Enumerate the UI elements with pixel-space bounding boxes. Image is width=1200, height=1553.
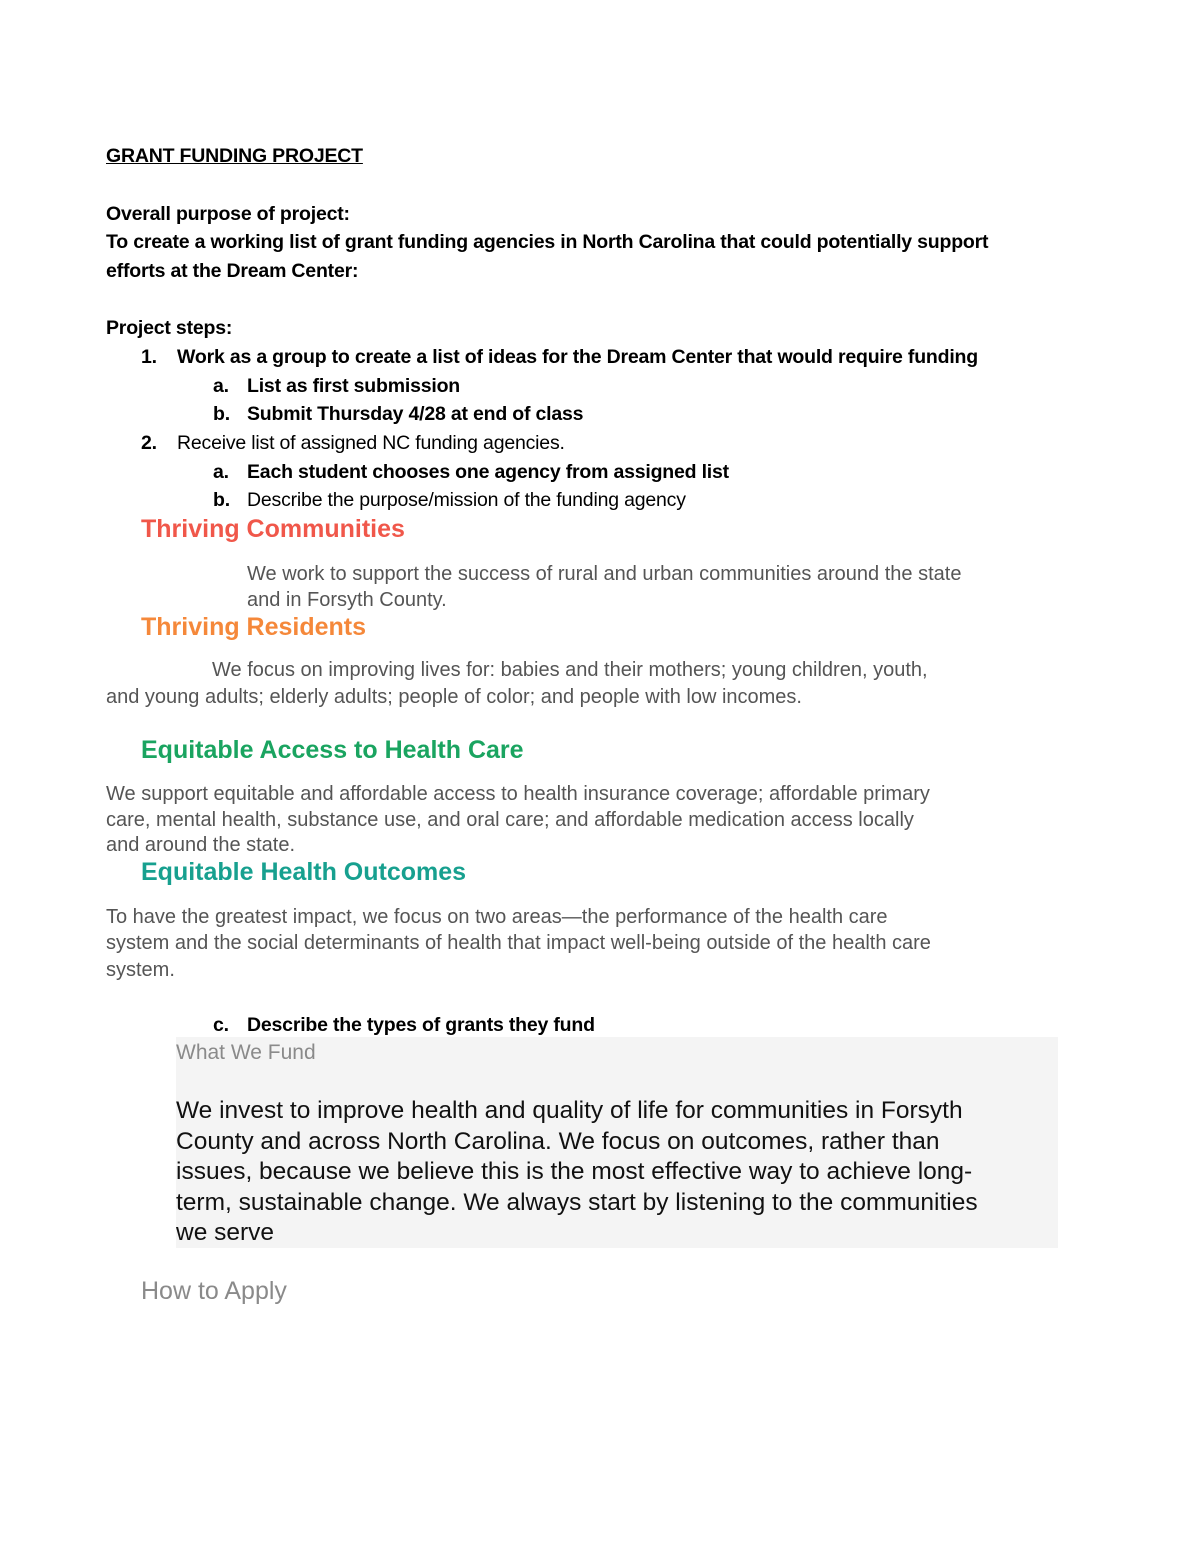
fund-text-line: issues, because we believe this is the most effective way to achieve long- [176, 1158, 973, 1185]
step-marker: 1. [141, 346, 157, 368]
substep-marker: a. [213, 461, 229, 483]
section-text-line: system. [106, 959, 175, 981]
substep-text: Each student chooses one agency from assigned list [247, 461, 729, 483]
substep-marker: b. [213, 403, 230, 425]
section-text-line: and young adults; elderly adults; people of color; and people with low incomes. [106, 686, 802, 708]
section-text-line: We work to support the success of rural and urban communities around the state [247, 563, 962, 585]
substep-text: Describe the types of grants they fund [247, 1014, 595, 1036]
section-heading-equitable-access: Equitable Access to Health Care [141, 736, 524, 764]
section-text-line: and in Forsyth County. [247, 589, 447, 611]
substep-text: Describe the purpose/mission of the funding agency [247, 489, 686, 511]
step-text: Work as a group to create a list of ideas for the Dream Center that would require funding [177, 346, 978, 368]
step-text: Receive list of assigned NC funding agencies. [177, 432, 565, 454]
step-marker: 2. [141, 432, 157, 454]
what-we-fund-heading: What We Fund [176, 1041, 316, 1064]
section-heading-thriving-communities: Thriving Communities [141, 515, 405, 543]
section-heading-equitable-outcomes: Equitable Health Outcomes [141, 858, 467, 886]
purpose-text-line: efforts at the Dream Center: [106, 260, 359, 282]
how-to-apply-heading: How to Apply [141, 1277, 287, 1305]
steps-heading: Project steps: [106, 317, 233, 339]
section-text-line: We support equitable and affordable access to health insurance coverage; affordable primary [106, 783, 930, 805]
section-heading-thriving-residents: Thriving Residents [141, 613, 367, 641]
fund-text-line: we serve [176, 1219, 275, 1246]
fund-text-line: We invest to improve health and quality of life for communities in Forsyth [176, 1097, 963, 1124]
fund-text-line: County and across North Carolina. We focus on outcomes, rather than [176, 1128, 940, 1155]
substep-marker: b. [213, 489, 230, 511]
purpose-heading: Overall purpose of project: [106, 203, 350, 225]
substep-marker: c. [213, 1014, 229, 1036]
document-title: GRANT FUNDING PROJECT [106, 145, 363, 167]
purpose-text-line: To create a working list of grant funding agencies in North Carolina that could potentially support [106, 231, 989, 253]
fund-text-line: term, sustainable change. We always start by listening to the communities [176, 1189, 978, 1216]
section-text-line: and around the state. [106, 834, 296, 856]
section-text-line: We focus on improving lives for: babies and their mothers; young children, youth, [212, 659, 928, 681]
section-text-line: care, mental health, substance use, and oral care; and affordable medication access locally [106, 809, 914, 831]
section-text-line: system and the social determinants of health that impact well-being outside of the health care [106, 932, 931, 954]
section-text-line: To have the greatest impact, we focus on two areas—the performance of the health care [106, 906, 888, 928]
substep-text: Submit Thursday 4/28 at end of class [247, 403, 584, 425]
substep-text: List as first submission [247, 375, 461, 397]
substep-marker: a. [213, 375, 229, 397]
